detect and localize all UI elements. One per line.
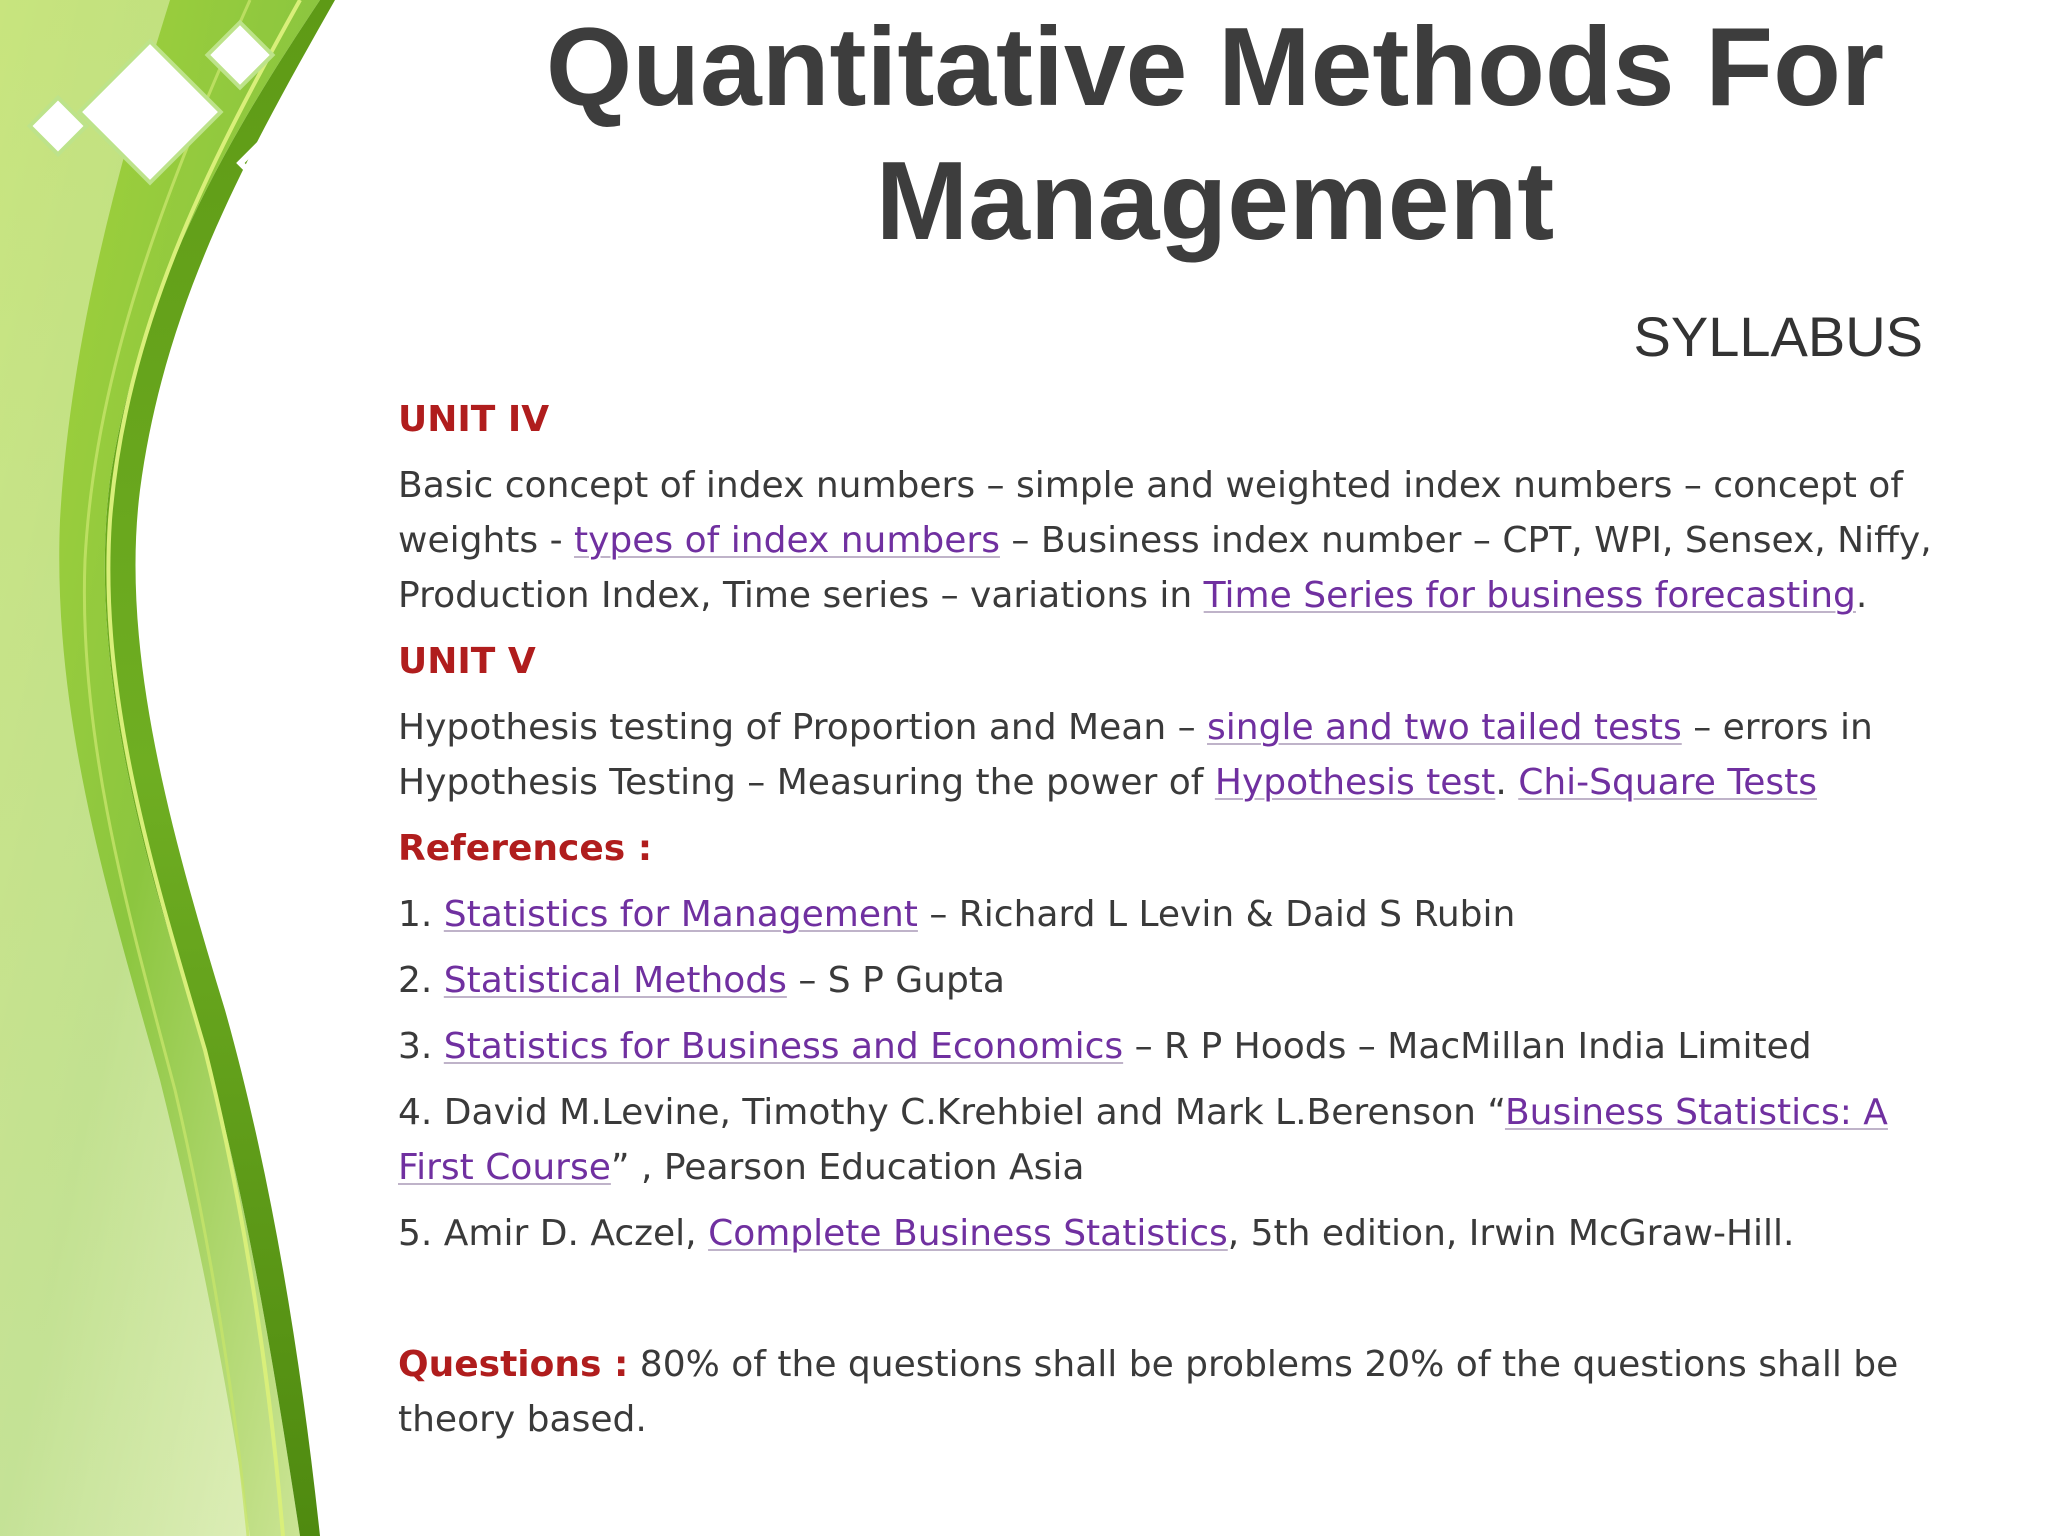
unit-v-heading: UNIT V <box>398 641 536 682</box>
reference-suffix: – R P Hoods – MacMillan India Limited <box>1123 1026 1812 1067</box>
reference-prefix: 4. David M.Levine, Timothy C.Krehbiel and Mark L.Berenson “ <box>398 1092 1505 1133</box>
unit-iv-heading: UNIT IV <box>398 399 550 440</box>
unit-iv-text-2: – Business index number – CPT, WPI, Sensex, Niffy, Production Index, Time series – variations in <box>398 520 1932 616</box>
slide-title: Quantitative Methods For Management <box>545 5 1885 263</box>
reference-suffix: , 5th edition, Irwin McGraw-Hill. <box>1227 1213 1795 1254</box>
link-single-two-tailed-tests[interactable]: single and two tailed tests <box>1207 707 1682 748</box>
reference-prefix: 1. <box>398 894 444 935</box>
reference-link[interactable]: Statistics for Business and Economics <box>443 1026 1124 1067</box>
link-hypothesis-test[interactable]: Hypothesis test <box>1214 762 1496 803</box>
reference-item-5 <box>398 1206 1968 1261</box>
unit-v-text-1: Hypothesis testing of Proportion and Mean – <box>398 707 1208 748</box>
references-heading <box>398 821 1968 876</box>
reference-suffix: ” , Pearson Education Asia <box>610 1147 1085 1188</box>
reference-item-3 <box>398 1019 1968 1074</box>
reference-prefix: 5. Amir D. Aczel, <box>398 1213 709 1254</box>
link-time-series-forecasting[interactable]: Time Series for business forecasting <box>1203 575 1856 616</box>
reference-link[interactable]: Business Statistics: A First Course <box>398 1092 1888 1188</box>
slide-subtitle: SYLLABUS <box>1633 305 1923 368</box>
section-spacer <box>398 1272 1968 1337</box>
reference-link[interactable]: Statistical Methods <box>443 960 787 1001</box>
references-label: References <box>398 828 626 869</box>
unit-iv-text-1: Basic concept of index numbers – simple and weighted index numbers – concept of weights - <box>398 465 1903 561</box>
unit-v-text-2: – errors in Hypothesis Testing – Measuring the power of <box>398 707 1873 803</box>
reference-link[interactable]: Statistics for Management <box>443 894 918 935</box>
reference-item-2 <box>398 953 1968 1008</box>
references-colon: : <box>625 828 653 869</box>
reference-link[interactable]: Complete Business Statistics <box>708 1213 1228 1254</box>
reference-item-1 <box>398 887 1968 942</box>
questions-note <box>398 1337 1968 1447</box>
reference-item-4 <box>398 1085 1968 1195</box>
unit-iv-description <box>398 458 1968 623</box>
syllabus-body <box>398 392 1968 1458</box>
questions-label: Questions <box>398 1344 602 1385</box>
link-chi-square-tests[interactable]: Chi-Square Tests <box>1518 762 1817 803</box>
reference-prefix: 2. <box>398 960 444 1001</box>
questions-colon: : <box>601 1344 629 1385</box>
link-types-of-index-numbers[interactable]: types of index numbers <box>574 520 1000 561</box>
reference-prefix: 3. <box>398 1026 444 1067</box>
reference-suffix: – Richard L Levin & Daid S Rubin <box>917 894 1516 935</box>
green-swoosh-decoration <box>0 0 420 1536</box>
unit-v-description <box>398 700 1968 810</box>
unit-v-text-3: . <box>1495 762 1519 803</box>
questions-text: 80% of the questions shall be problems 20% of the questions shall be theory based. <box>398 1344 1899 1440</box>
unit-iv-text-3: . <box>1855 575 1868 616</box>
reference-suffix: – S P Gupta <box>786 960 1005 1001</box>
